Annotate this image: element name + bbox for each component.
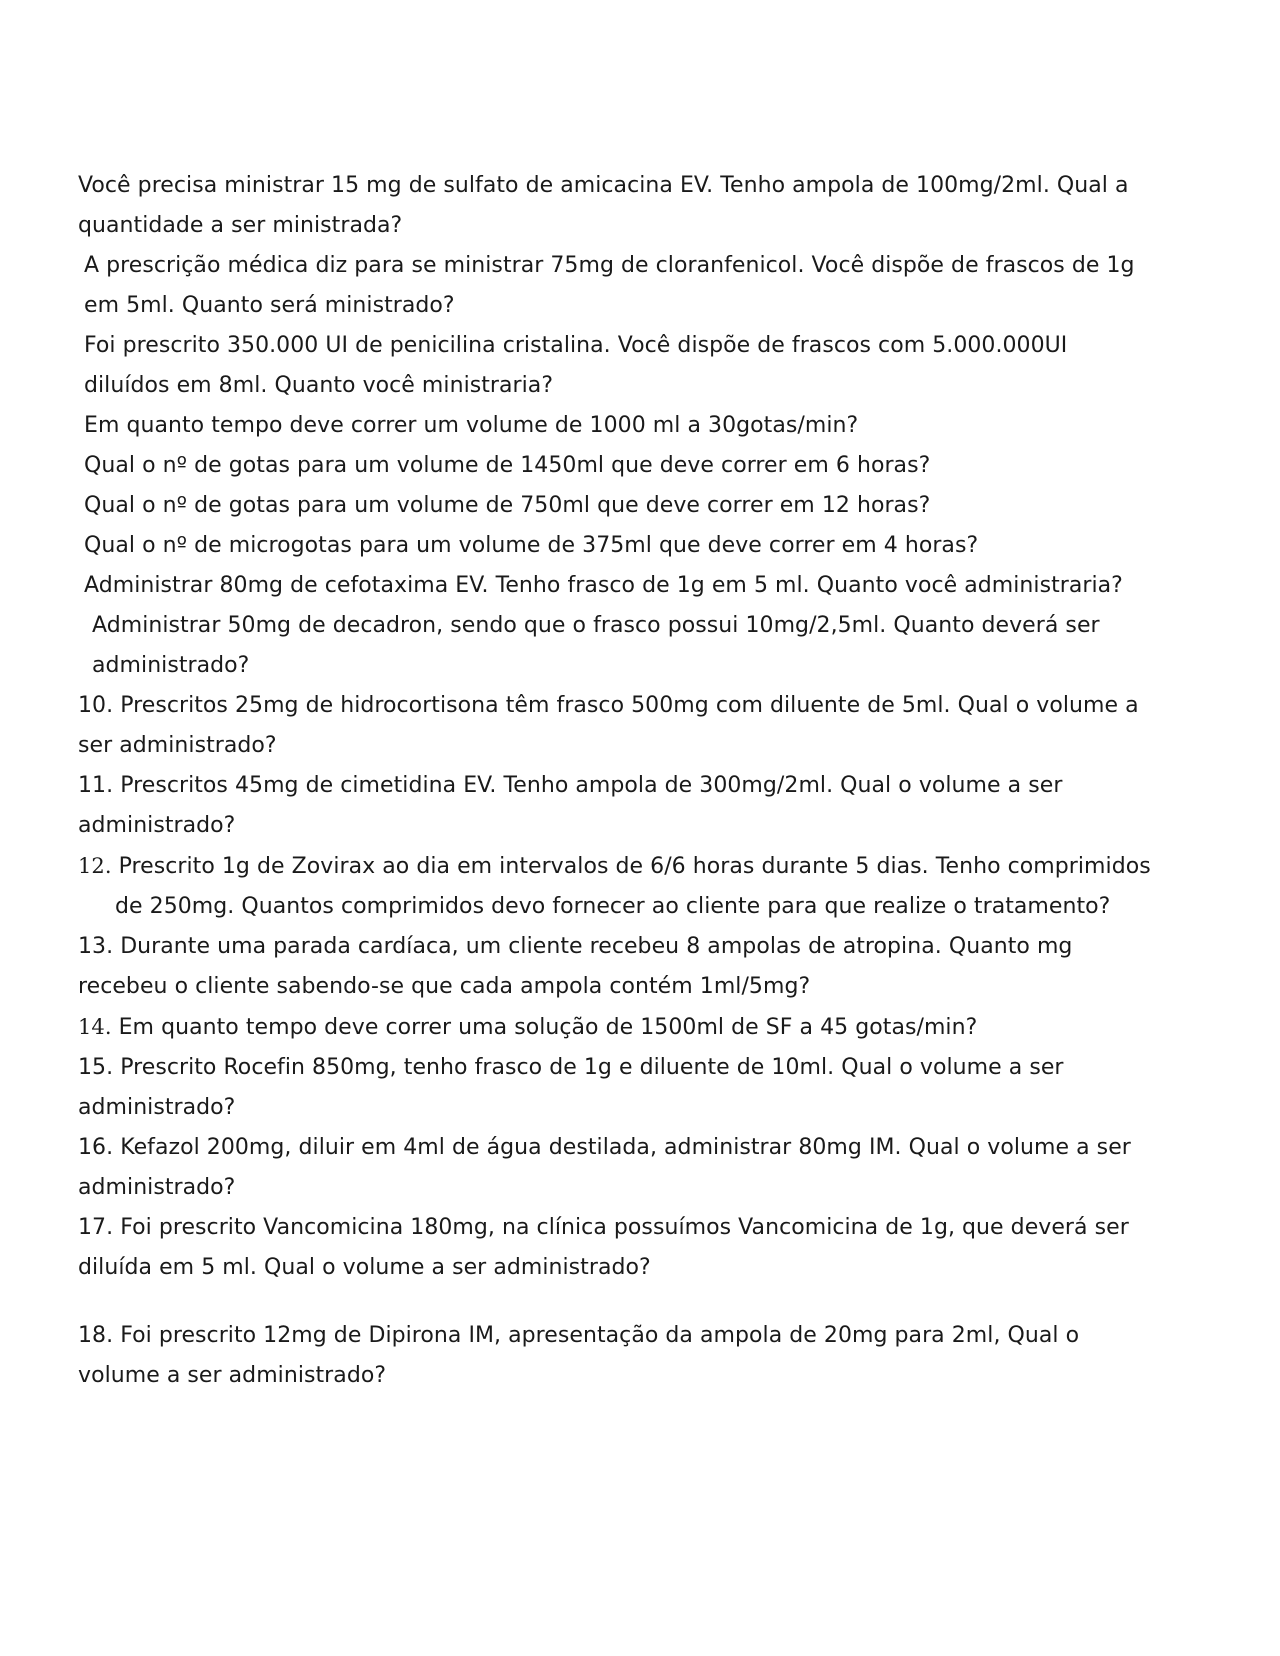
question-12 (78, 846, 1158, 927)
question-text: A prescrição médica diz para se ministrar 75mg de cloranfenicol. Você dispõe de frascos de 1g em 5ml. Quanto será ministrado? (84, 253, 1135, 318)
question-16 (78, 1128, 1158, 1208)
question-text: Foi prescrito 12mg de Dipirona IM, apresentação da ampola de 20mg para 2ml, Qual o volume a ser administrado? (78, 1323, 1080, 1388)
question-8 (78, 566, 1158, 606)
question-15 (78, 1048, 1158, 1128)
paragraph-spacer (78, 1288, 1158, 1316)
question-text: Prescritos 45mg de cimetidina EV. Tenho ampola de 300mg/2ml. Qual o volume a ser administrado? (78, 773, 1063, 838)
question-5 (78, 446, 1158, 486)
question-number: 12. (78, 854, 112, 878)
question-text: Administrar 80mg de cefotaxima EV. Tenho frasco de 1g em 5 ml. Quanto você administraria? (84, 573, 1123, 598)
question-number: 14. (78, 1015, 112, 1039)
question-text: Em quanto tempo deve correr um volume de 1000 ml a 30gotas/min? (84, 413, 859, 438)
question-text: Durante uma parada cardíaca, um cliente recebeu 8 ampolas de atropina. Quanto mg recebeu o cliente sabendo-se que cada ampola contém 1ml/5mg? (78, 934, 1073, 999)
question-text: Você precisa ministrar 15 mg de sulfato de amicacina EV. Tenho ampola de 100mg/2ml. Qual a quantidade a ser ministrada? (78, 173, 1129, 238)
question-text: Em quanto tempo deve correr uma solução de 1500ml de SF a 45 gotas/min? (118, 1015, 978, 1040)
question-text: Administrar 50mg de decadron, sendo que o frasco possui 10mg/2,5ml. Quanto deverá ser administrado? (92, 613, 1100, 678)
question-9 (78, 606, 1158, 686)
question-number: 17. (78, 1215, 114, 1240)
question-13 (78, 927, 1158, 1007)
question-1 (78, 166, 1158, 246)
question-text: Foi prescrito Vancomicina 180mg, na clínica possuímos Vancomicina de 1g, que deverá ser diluída em 5 ml. Qual o volume a ser administrado? (78, 1215, 1129, 1280)
question-7 (78, 526, 1158, 566)
question-number: 16. (78, 1135, 114, 1160)
question-text: Kefazol 200mg, diluir em 4ml de água destilada, administrar 80mg IM. Qual o volume a ser administrado? (78, 1135, 1131, 1200)
question-text: Foi prescrito 350.000 UI de penicilina cristalina. Você dispõe de frascos com 5.000.000UI diluídos em 8ml. Quanto você ministraria? (84, 333, 1068, 398)
question-18 (78, 1316, 1158, 1396)
question-4 (78, 406, 1158, 446)
question-number: 15. (78, 1055, 114, 1080)
question-number: 18. (78, 1323, 114, 1348)
question-text: Qual o nº de microgotas para um volume de 375ml que deve correr em 4 horas? (84, 533, 979, 558)
question-number: 13. (78, 934, 114, 959)
question-text: Qual o nº de gotas para um volume de 750ml que deve correr em 12 horas? (84, 493, 931, 518)
question-text: Prescrito Rocefin 850mg, tenho frasco de 1g e diluente de 10ml. Qual o volume a ser administrado? (78, 1055, 1064, 1120)
question-number: 11. (78, 773, 114, 798)
question-6 (78, 486, 1158, 526)
question-text: Prescrito 1g de Zovirax ao dia em intervalos de 6/6 horas durante 5 dias. Tenho comprimidos de 250mg. Quantos comprimidos devo fornecer ao cliente para que realize o tratamento? (115, 854, 1151, 919)
question-11 (78, 766, 1158, 846)
question-list (78, 166, 1158, 1396)
question-3 (78, 326, 1158, 406)
question-14 (78, 1007, 1158, 1048)
question-text: Qual o nº de gotas para um volume de 1450ml que deve correr em 6 horas? (84, 453, 931, 478)
question-text: Prescritos 25mg de hidrocortisona têm frasco 500mg com diluente de 5ml. Qual o volume a ser administrado? (78, 693, 1139, 758)
question-2 (78, 246, 1158, 326)
question-10 (78, 686, 1158, 766)
question-17 (78, 1208, 1158, 1288)
question-number: 10. (78, 693, 114, 718)
